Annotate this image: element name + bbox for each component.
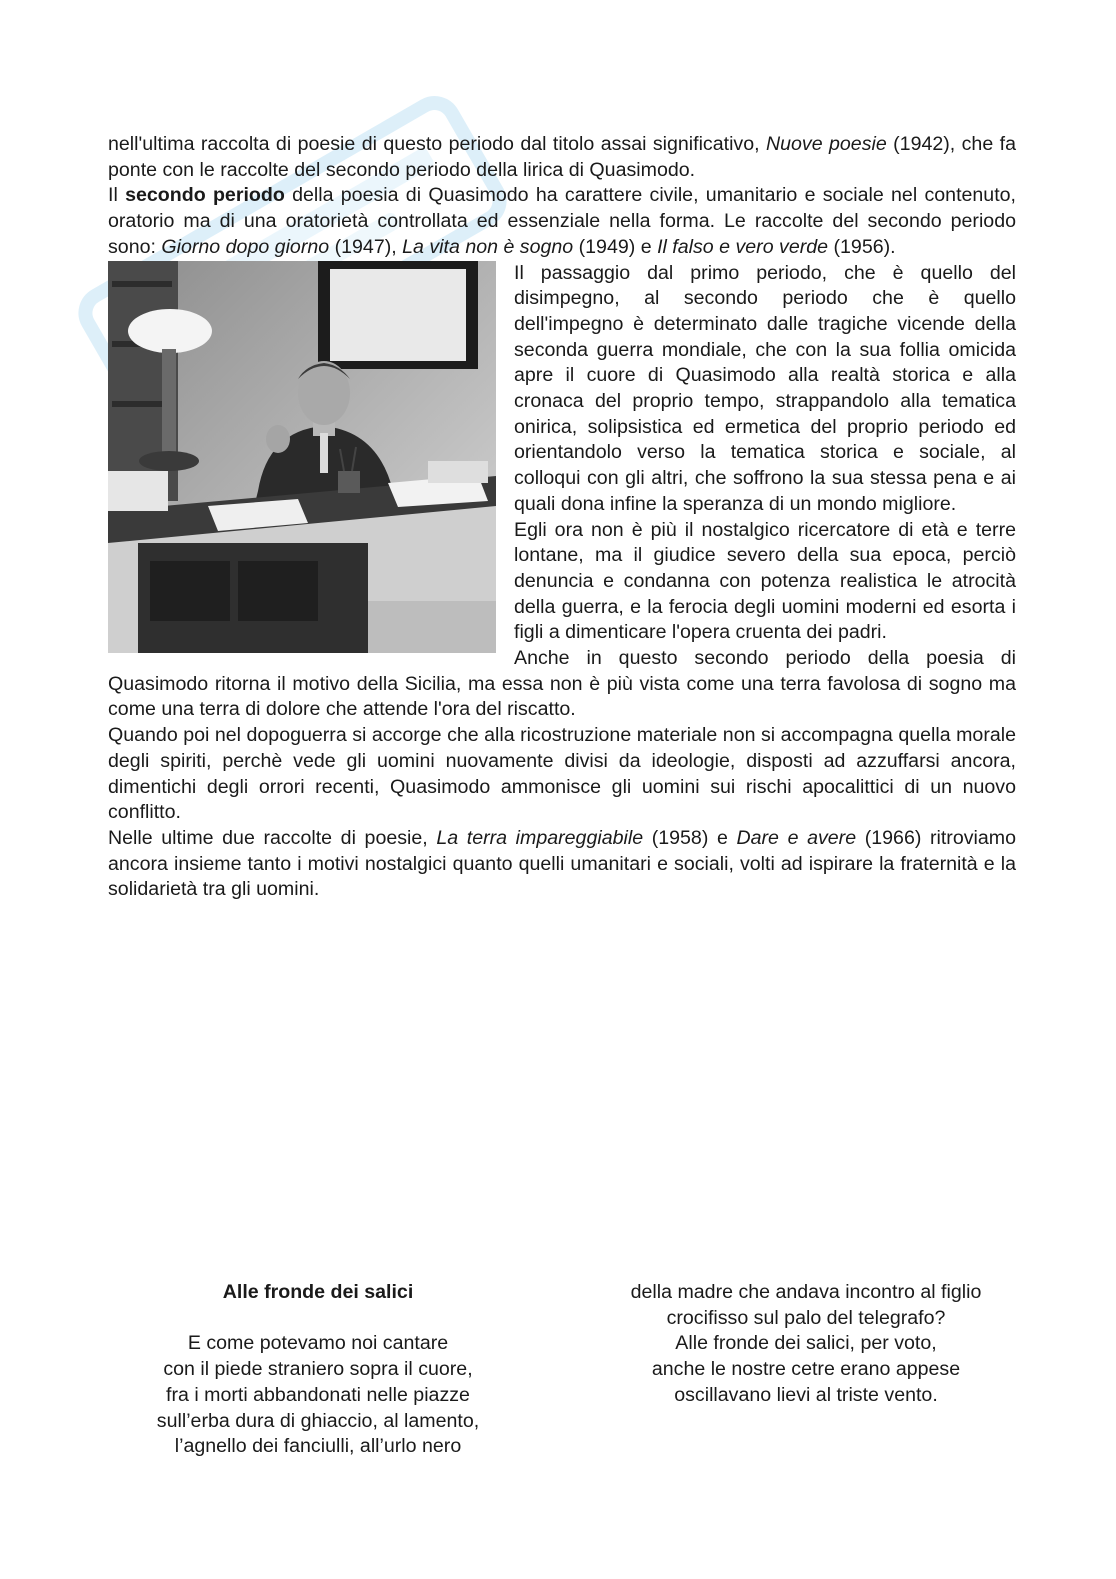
paragraph-1: nell'ultima raccolta di poesie di questo periodo dal titolo assai significativo, Nuove poesie (1942), che fa ponte con le raccolte del secondo periodo della lirica di Quasimodo. xyxy=(108,133,1016,181)
paragraph-4: Egli ora non è più il nostalgico ricercatore di età e terre lontane, ma il giudice severo della sua epoca, perciò denuncia e condanna con potenza realistica le atrocità della guerra, e la ferocia degli uomini moderni ed esorta i figli a dimenticare l'opera cruenta dei padri. xyxy=(514,518,1016,644)
poem-left-column xyxy=(108,1280,528,1460)
paragraph-5: Anche in questo secondo periodo della poesia di Quasimodo ritorna il motivo della Sicilia, ma essa non è più vista come una terra favolosa di sogno ma come una terra di dolore che attende l'ora del riscatto. xyxy=(108,647,1016,721)
paragraph-6: Quando poi nel dopoguerra si accorge che alla ricostruzione materiale non si accompagna quella morale degli spiriti, perchè vede gli uomini nuovamente divisi da ideologie, disposti ad azzuffarsi ancora, dimentichi degli orrori recenti, Quasimodo ammonisce gli uomini sui rischi apocalittici di un nuovo conflitto. xyxy=(108,724,1016,824)
poem-line: sull’erba dura di ghiaccio, al lamento, xyxy=(156,1409,480,1432)
poem-section xyxy=(108,1280,1016,1460)
poem-right-column xyxy=(596,1280,1016,1460)
poem-line: crocifisso sul palo del telegrafo? xyxy=(666,1306,946,1329)
paragraph-3: Il passaggio dal primo periodo, che è quello del disimpegno, al secondo periodo che è quello dell'impegno è determinato dalle tragiche vicende della seconda guerra mondiale, che con la sua follia omicida apre il cuore di Quasimodo alla realtà storica e alla cronaca del proprio tempo, strappandolo alla tematica onirica, solipsistica ed ermetica del proprio periodo ed orientandolo verso la tematica storica e sociale, al colloqui con gli altri, che soffrono la sua stessa pena e ai quali dona infine la speranza di un mondo migliore. xyxy=(514,261,1016,515)
poem-line: oscillavano lievi al triste vento. xyxy=(674,1383,938,1406)
poem-line: con il piede straniero sopra il cuore, xyxy=(163,1358,473,1381)
poem-line: fra i morti abbandonati nelle piazze xyxy=(166,1383,470,1406)
poem-line: della madre che andava incontro al figlio xyxy=(630,1281,982,1303)
poem-title: Alle fronde dei salici xyxy=(222,1281,414,1303)
photo-quasimodo xyxy=(108,261,496,653)
poem-line: E come potevamo noi cantare xyxy=(187,1332,449,1355)
paragraph-2: Il secondo periodo della poesia di Quasimodo ha carattere civile, umanitario e sociale nel contenuto, oratorio ma di una oratorietà controllata ed essenziale nella forma. Le raccolte del secondo periodo sono: Giorno dopo giorno (1947), La vita non è sogno (1949) e Il falso e vero verde (1956). xyxy=(108,184,1016,258)
poem-line: l’agnello dei fanciulli, all’urlo nero xyxy=(174,1435,462,1458)
photo-quasimodo-at-desk-icon xyxy=(108,261,496,653)
article-body xyxy=(108,132,1016,903)
poem-line: anche le nostre cetre erano appese xyxy=(651,1358,961,1381)
poem-line: Alle fronde dei salici, per voto, xyxy=(675,1332,937,1355)
paragraph-7: Nelle ultime due raccolte di poesie, La terra impareggiabile (1958) e Dare e avere (1966) ritroviamo ancora insieme tanto i motivi nostalgici quanto quelli umanitari e sociali, volti ad ispirare la fraternità e la solidarietà tra gli uomini. xyxy=(108,826,1016,901)
